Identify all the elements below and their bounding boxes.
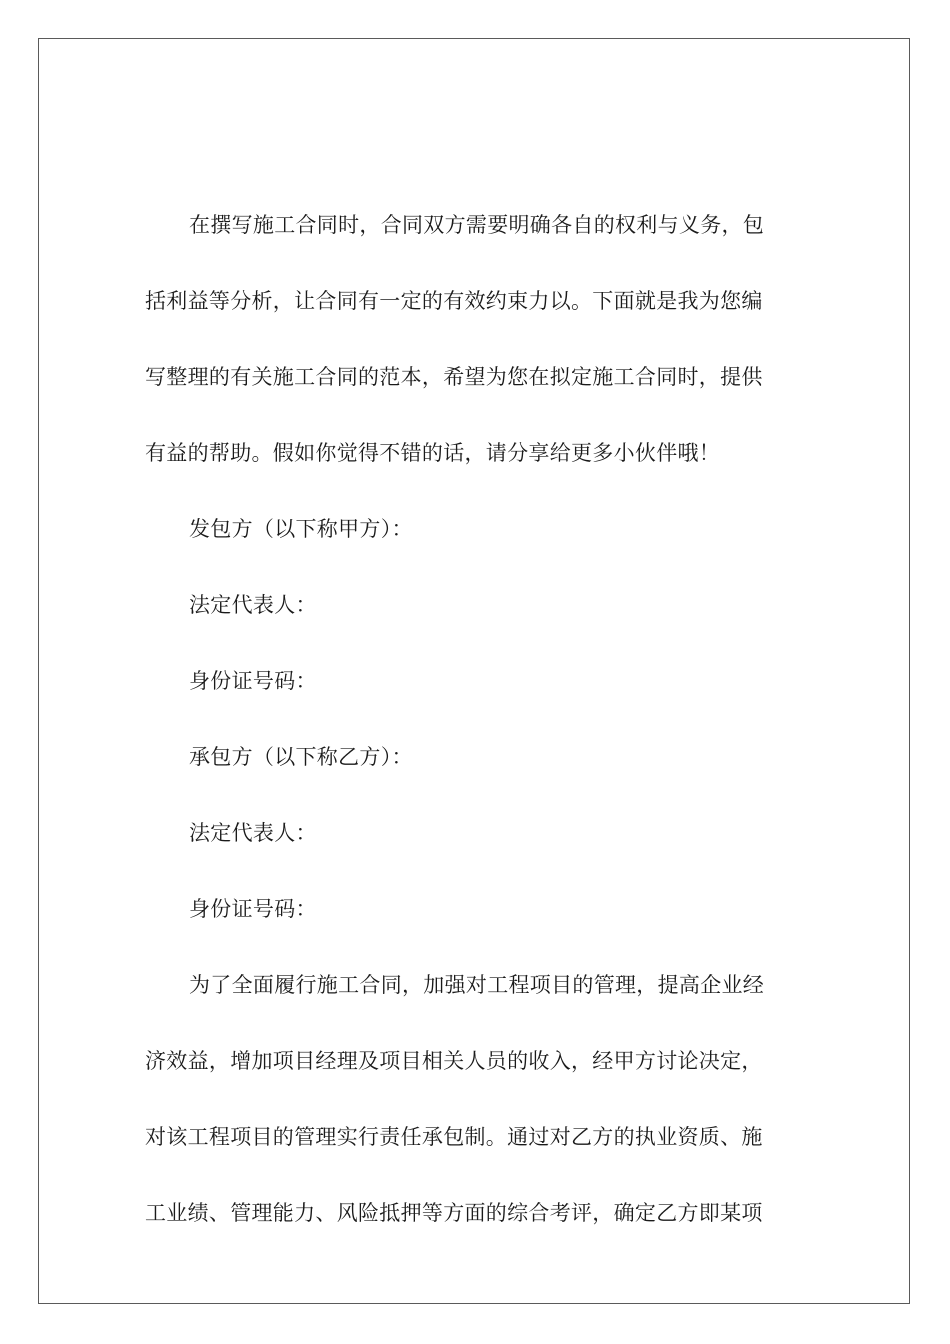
intro-paragraph-line-1: 在撰写施工合同时，合同双方需要明确各自的权利与义务，包 [189, 213, 765, 237]
party-a-id-number-label: 身份证号码： [189, 669, 317, 693]
purpose-paragraph-line-1: 为了全面履行施工合同，加强对工程项目的管理，提高企业经 [189, 973, 765, 997]
purpose-paragraph-line-4: 工业绩、管理能力、风险抵押等方面的综合考评，确定乙方即某项 [145, 1201, 763, 1225]
intro-paragraph-line-2: 括利益等分析，让合同有一定的有效约束力以。下面就是我为您编 [145, 289, 763, 313]
intro-paragraph-line-3: 写整理的有关施工合同的范本，希望为您在拟定施工合同时，提供 [145, 365, 763, 389]
party-a-label: 发包方（以下称甲方）： [189, 517, 413, 541]
intro-paragraph-line-4: 有益的帮助。假如你觉得不错的话，请分享给更多小伙伴哦！ [145, 441, 721, 465]
party-b-label: 承包方（以下称乙方）： [189, 745, 413, 769]
party-b-id-number-label: 身份证号码： [189, 897, 317, 921]
party-b-representative-label: 法定代表人： [189, 821, 317, 845]
party-a-representative-label: 法定代表人： [189, 593, 317, 617]
document-body [145, 205, 795, 1269]
purpose-paragraph-line-3: 对该工程项目的管理实行责任承包制。通过对乙方的执业资质、施 [145, 1125, 763, 1149]
purpose-paragraph-line-2: 济效益，增加项目经理及项目相关人员的收入，经甲方讨论决定， [145, 1049, 763, 1073]
